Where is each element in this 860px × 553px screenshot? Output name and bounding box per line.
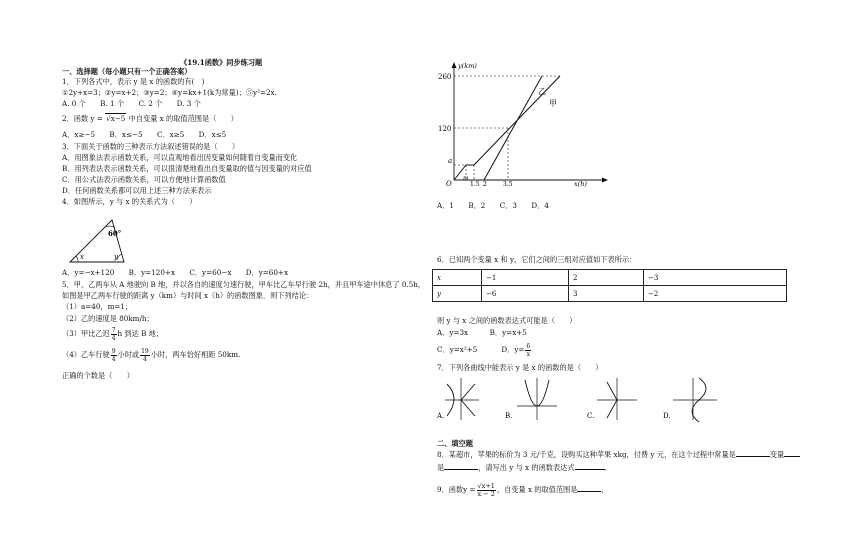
frac-den: x xyxy=(526,350,530,358)
page-title: 《19.1函数》同步练习题 xyxy=(180,58,263,67)
q8-line2 xyxy=(437,463,612,472)
frac-num: √x+1 xyxy=(477,481,495,490)
q2-options: A．x≥−5 B．x≤−5 C．x≥5 D．x≤5 xyxy=(62,130,227,139)
angle-arc-x xyxy=(76,256,78,262)
tick-260: 260 xyxy=(438,73,452,81)
q3-option-a: A．用图象法表示函数关系，可以直观地看出因变量如何随着自变量而变化 xyxy=(62,153,298,162)
q4-stem: 4．如图所示，y 与 x 的关系式为（ ） xyxy=(62,197,197,206)
q2-prefix: 2．函数 y = xyxy=(62,114,103,123)
frac-num: 7 xyxy=(111,326,116,334)
q5-s3-suffix: h 到达 B 地； xyxy=(117,329,164,338)
q7-curve-options xyxy=(437,376,737,426)
frac-num: 9 xyxy=(111,347,116,355)
q2-suffix: 中自变量 x 的取值范围是（ ） xyxy=(128,114,238,123)
tick-3.5: 3.5 xyxy=(503,181,513,188)
q7-graph-d xyxy=(663,378,717,422)
table-cell: x xyxy=(433,270,482,286)
angle-y-label: y xyxy=(114,253,118,261)
frac-num: 19 xyxy=(141,347,149,355)
frac-den: 4 xyxy=(143,355,147,363)
q7-graph-a xyxy=(436,378,479,420)
frac-den: x − 2 xyxy=(477,489,495,498)
q5-options: A．1 B．2 C．3 D．4 xyxy=(437,201,549,210)
q8-blank-variable-b[interactable] xyxy=(444,469,478,470)
q5-s3-prefix: （3）甲比乙迟 xyxy=(62,329,110,338)
q8-line1-suffix: 变量 xyxy=(769,450,785,459)
q8-blank-variable-a[interactable] xyxy=(784,456,800,457)
q6-option-d-prefix: D．y= xyxy=(501,345,525,354)
q9-end: ． xyxy=(601,485,609,494)
fraction-6-x xyxy=(525,343,531,358)
table-cell: −2 xyxy=(644,286,787,302)
table-cell: −3 xyxy=(644,270,787,286)
tick-a: a xyxy=(448,157,453,165)
q5-stem-line1: 5．甲、乙两车从 A 地驶向 B 地，并以各自的速度匀速行驶，甲车比乙车早行驶 2h，并且甲车途中休息了 0.5h， xyxy=(62,280,426,289)
fraction-9-4 xyxy=(111,348,117,363)
q6-option-c: C．y=x²+5 xyxy=(437,345,478,354)
table-row xyxy=(433,286,787,302)
q5-s4-suffix: 小时，两车恰好相距 50km. xyxy=(150,350,241,359)
q9-blank-range[interactable] xyxy=(577,491,601,492)
q5-s4-prefix: （4）乙车行驶 xyxy=(62,350,110,359)
q5-statement-3 xyxy=(62,325,163,343)
q1-stem: 1．下列各式中，表示 y 是 x 的函数的有( ) xyxy=(62,77,205,86)
q9-suffix: ，自变量 x 的取值范围是 xyxy=(496,485,578,494)
table-row xyxy=(433,270,787,286)
section-fill-heading: 二、填空题 xyxy=(437,439,473,448)
q3-option-b: B．用列表法表示函数关系，可以很清楚地看出自变量取的值与因变量的对应值 xyxy=(62,164,312,173)
tick-m: m xyxy=(463,175,469,182)
x-axis-arrow xyxy=(602,178,608,183)
q9-prefix: 9．函数 xyxy=(437,485,464,494)
q9-y: y = xyxy=(463,485,476,494)
frac-den: 4 xyxy=(111,355,116,363)
q5-s4-middle: 小时或 xyxy=(117,350,140,359)
q5-statement-2: （2）乙的速度是 80km/h； xyxy=(62,314,154,323)
q2-stem xyxy=(62,114,238,123)
q4-triangle-figure xyxy=(62,210,142,265)
y-axis-arrow xyxy=(452,62,457,68)
q5-statement-4 xyxy=(62,346,240,364)
angle-x-label: x xyxy=(80,253,84,261)
q5-stem-line2: 如图是甲乙两车行驶的距离 y（km）与时间 x（h）的函数图象．则下列结论： xyxy=(62,291,314,300)
q6-options-ab: A．y=3x B．y=x+5 xyxy=(437,328,527,337)
table-cell: 3 xyxy=(569,286,644,302)
label-yi: 乙 xyxy=(538,87,546,96)
fraction-19-4 xyxy=(140,348,150,363)
fraction-sqrt-over-x-minus-2 xyxy=(477,483,496,498)
fraction-7-4 xyxy=(111,327,117,342)
table-cell: 2 xyxy=(569,270,644,286)
tick-2: 2 xyxy=(483,181,487,188)
q8-blank-expression[interactable] xyxy=(575,469,605,470)
q7-graph-c xyxy=(587,378,637,420)
q7-stem: 7．下列各曲线中能表示 y 是 x 的函数的是（ ） xyxy=(437,363,603,372)
q8-line2-prefix: 是 xyxy=(437,463,445,472)
q2-sqrt: √x−5 xyxy=(106,114,126,123)
q8-line2-middle: ，请写出 y 与 x 的函数表达式 xyxy=(478,463,575,472)
option-label: A. xyxy=(437,412,445,420)
q1-options: A. 0 个 B. 1 个 C. 2 个 D. 3 个 xyxy=(62,99,201,108)
q1-items: ①2y+x=3；②y=x+2；③y=2；④y=kx+1(k为常量)；⑤y²=2x. xyxy=(62,88,277,97)
series-yi-line xyxy=(484,76,542,180)
table-cell: −6 xyxy=(482,286,569,302)
q3-option-d: D．任何函数关系都可以用上述三种方法来表示 xyxy=(62,186,212,195)
frac-num: 6 xyxy=(526,342,531,350)
option-label: C. xyxy=(587,412,595,420)
q6-stem: 6．已知两个变量 x 和 y，它们之间的三组对应值如下表所示： xyxy=(437,255,637,264)
frac-den: 4 xyxy=(111,334,116,342)
q3-option-c: C．用公式法表示函数关系，可以方便地计算函数值 xyxy=(62,175,226,184)
table-cell: y xyxy=(433,286,482,302)
q6-ask: 则 y 与 x 之间的函数表达式可能是（ ） xyxy=(437,316,577,325)
q7-graph-b xyxy=(505,378,557,420)
q8-line1-text: 8．某超市，苹果的标价为 3 元/千克，设购买这种苹果 xkg，付费 y 元，在这个过程中常量是 xyxy=(437,450,736,459)
q6-options-cd xyxy=(437,341,532,359)
tick-1.5: 1.5 xyxy=(470,181,480,188)
q9-line xyxy=(437,480,609,500)
q8-blank-constant[interactable] xyxy=(736,456,770,457)
q4-options: A．y=−x+120 B．y=120+x C．y=60−x D．y=60+x xyxy=(62,268,288,277)
section-choice-heading: 一、选择题（每小题只有一个正确答案） xyxy=(62,67,192,76)
x-axis-label: x(h) xyxy=(574,180,587,188)
option-label: D. xyxy=(663,412,671,420)
q3-stem: 3．下面关于函数的三种表示方法叙述错误的是（ ） xyxy=(62,142,240,151)
origin-label: O xyxy=(446,180,452,188)
q8-line2-suffix: ． xyxy=(604,463,612,472)
q5-statement-1: （1）a=40，m=1； xyxy=(62,302,133,311)
angle-60-label: 60° xyxy=(108,229,122,238)
q5-ask: 正确的个数是（ ） xyxy=(62,371,134,380)
q2-radicand: x−5 xyxy=(110,114,126,123)
label-jia: 甲 xyxy=(549,99,557,108)
option-label: B. xyxy=(505,412,513,420)
table-cell: −1 xyxy=(482,270,569,286)
tick-120: 120 xyxy=(438,125,452,133)
y-axis-label: y(km) xyxy=(458,62,477,70)
q8-line1 xyxy=(437,450,800,459)
q5-distance-time-graph xyxy=(432,60,612,190)
q6-value-table xyxy=(432,269,787,302)
